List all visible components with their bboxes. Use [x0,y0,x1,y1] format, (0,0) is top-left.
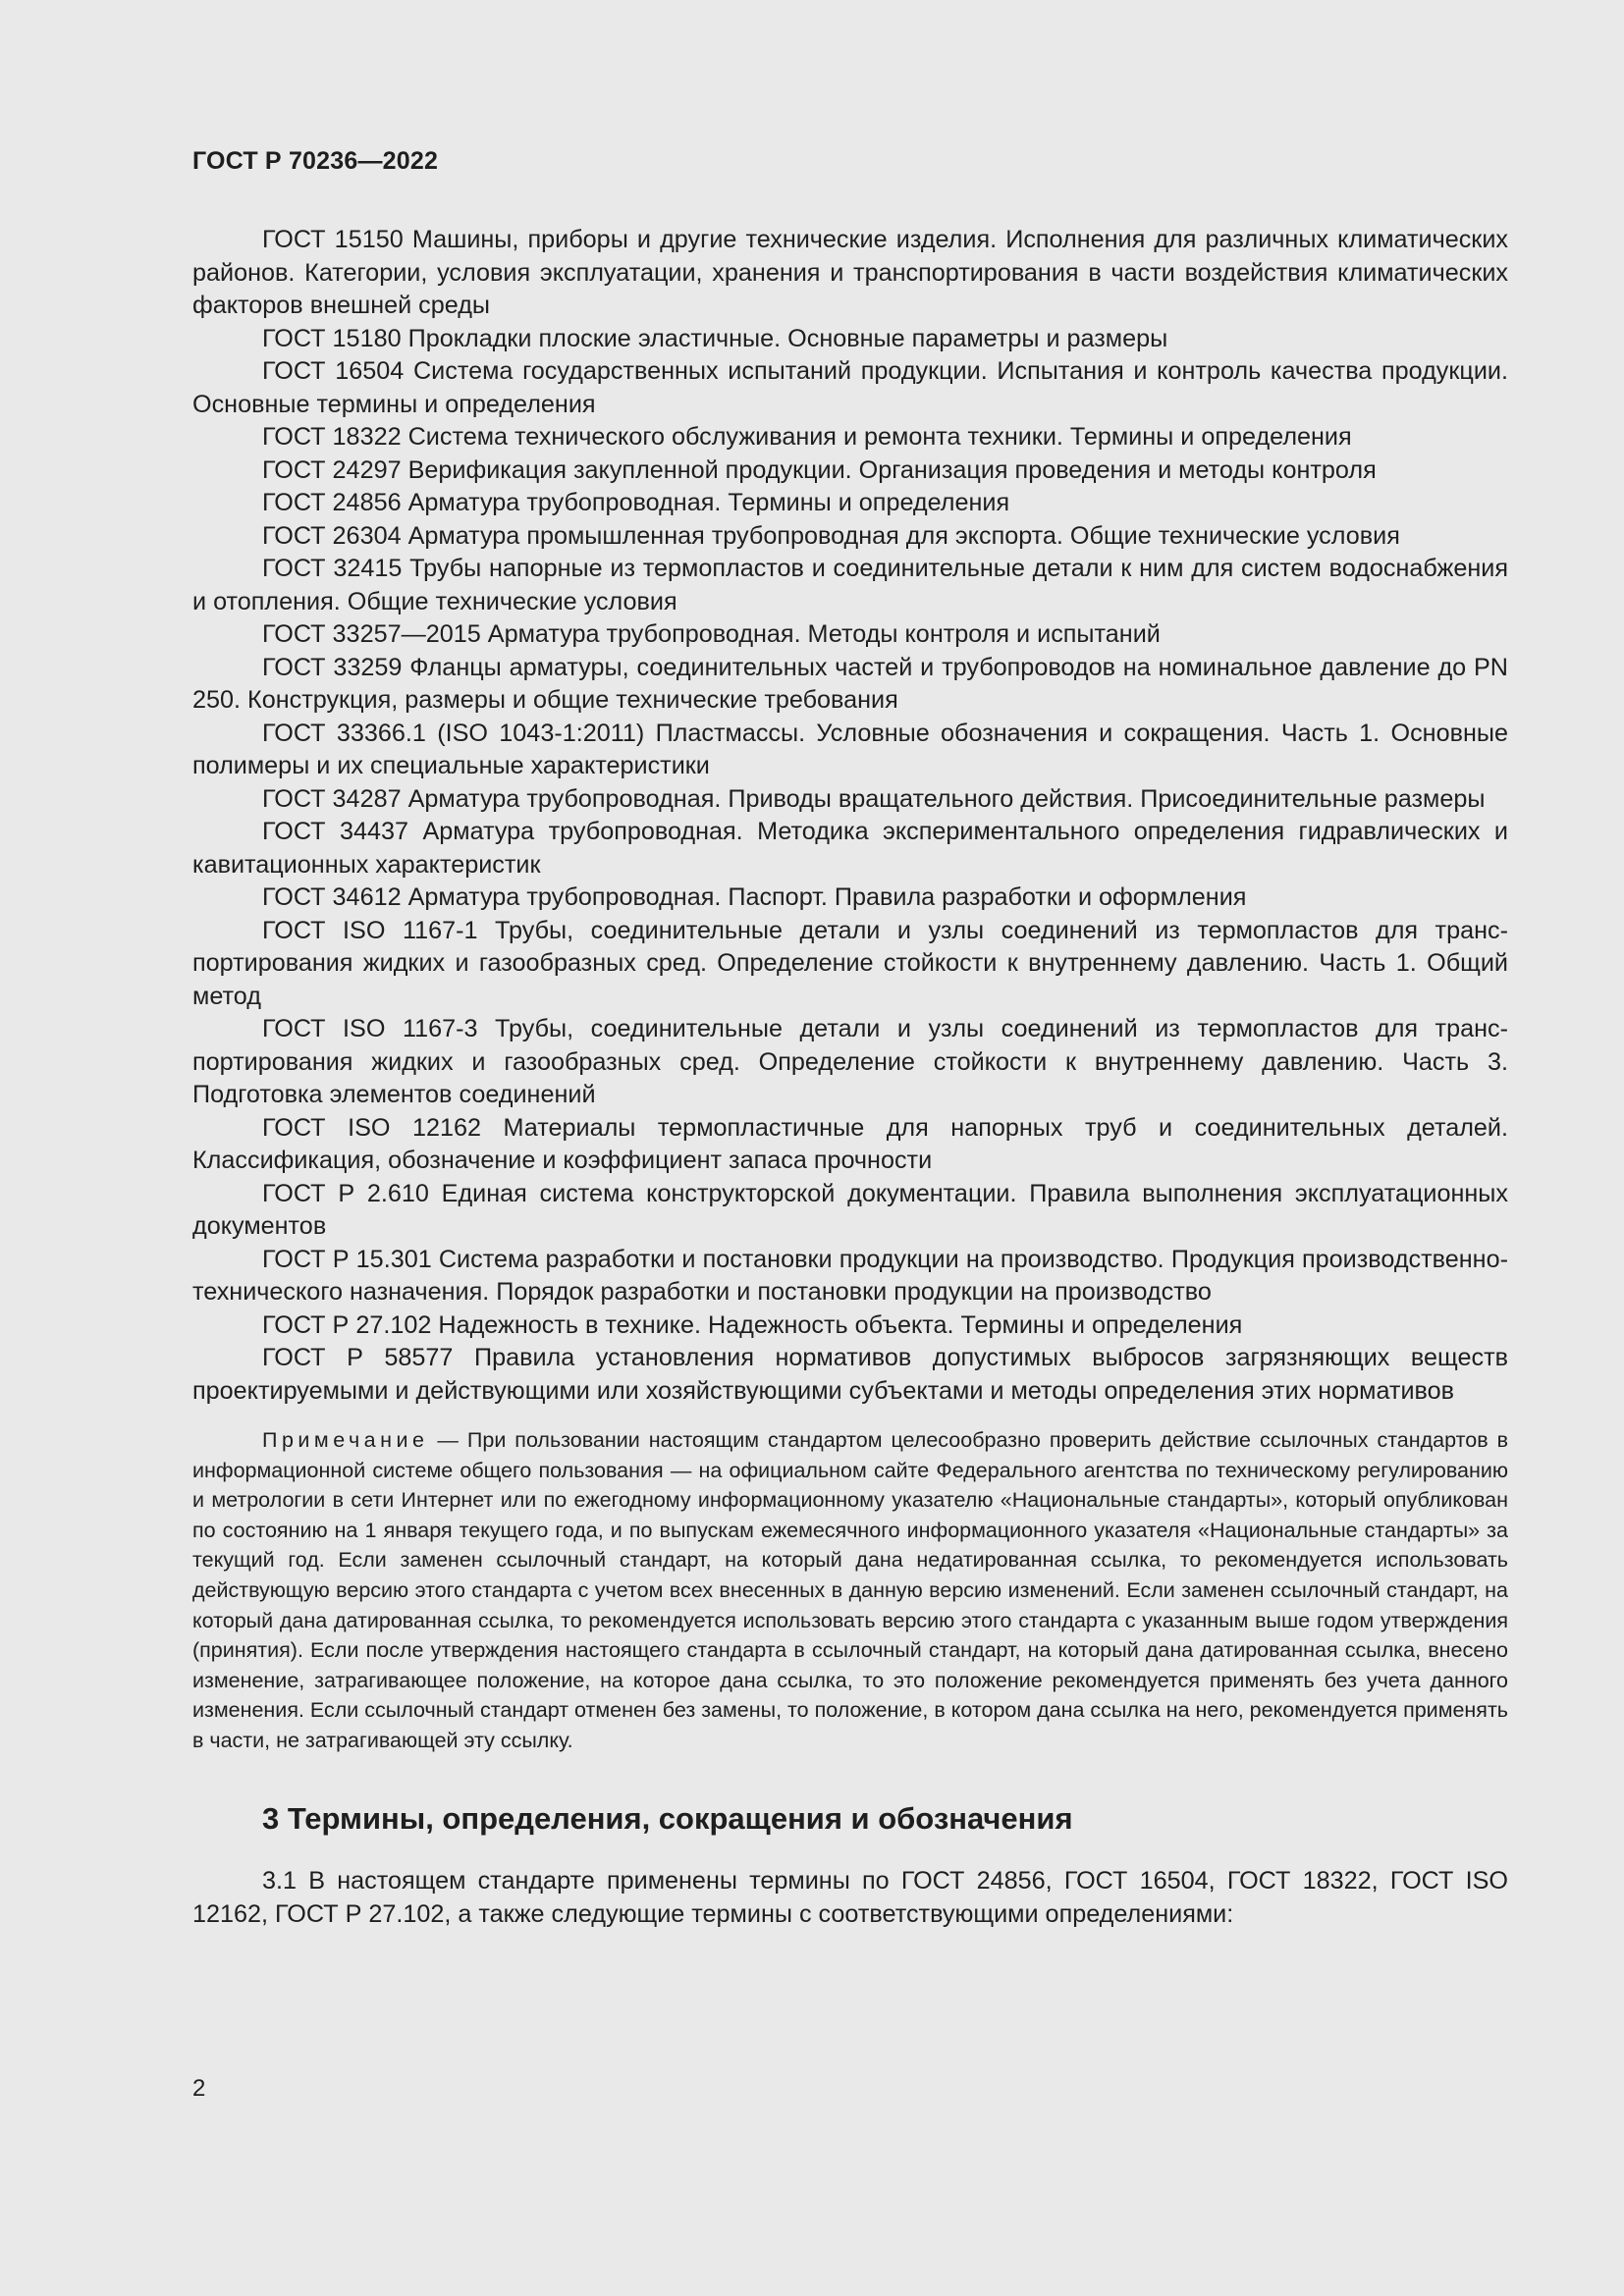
reference-note [192,1425,1508,1756]
reference-entry: ГОСТ Р 27.102 Надежность в технике. Надежность объекта. Термины и определения [262,1310,1243,1339]
reference-entry: ГОСТ ISO 1167-3 Трубы, соединительные детали и узлы соединений из термопластов для транспортирования жидких и газообразных сред. Определение стойкости к внутреннему давлению. Часть 3. Подготовка элементов соединений [192,1015,1508,1108]
reference-entry: ГОСТ 34612 Арматура трубопроводная. Паспорт. Правила разработки и оформления [262,883,1247,911]
document-id-header: ГОСТ Р 70236—2022 [192,147,439,175]
reference-entry: ГОСТ 24297 Верификация закупленной продукции. Организация проведения и методы контроля [262,455,1377,484]
reference-entry: ГОСТ 33366.1 (ISO 1043-1:2011) Пластмассы. Условные обозначения и сокращения. Часть 1. Основные полимеры и их специальные характеристики [192,719,1508,779]
page-content [192,224,1508,1931]
reference-entry: ГОСТ Р 58577 Правила установления нормативов допустимых выбросов загрязняющих веществ проектируемыми и действующими или хозяйствующими субъектами и методы определения этих нормативов [192,1344,1508,1405]
section-heading: 3 Термины, определения, сокращения и обозначения [262,1800,1073,1836]
reference-entry: ГОСТ 32415 Трубы напорные из термопластов и соединительные детали к ним для систем водоснабжения и отопления. Общие технические условия [192,555,1508,615]
reference-entry: ГОСТ 34287 Арматура трубопроводная. Приводы вращательного действия. Присоединительные размеры [262,784,1486,813]
reference-entry: ГОСТ 33257—2015 Арматура трубопроводная. Методы контроля и испытаний [262,620,1161,648]
reference-entry: ГОСТ 15180 Прокладки плоские эластичные. Основные параметры и размеры [262,324,1168,352]
reference-entry: ГОСТ ISO 12162 Материалы термопластичные для напорных труб и соединительных деталей. Классификация, обозначение и коэффициент запаса прочности [192,1113,1508,1174]
reference-entry: ГОСТ 15150 Машины, приборы и другие технические изделия. Исполнения для различных климатических районов. Категории, условия эксплуатации, хранения и транспортирования в части воздействия климатических факторов внешней среды [192,226,1508,319]
section-paragraph: 3.1 В настоящем стандарте применены термины по ГОСТ 24856, ГОСТ 16504, ГОСТ 18322, ГОСТ ISO 12162, ГОСТ Р 27.102, а также следующие термины с соответствующими определениями: [192,1866,1508,1928]
reference-entry: ГОСТ Р 15.301 Система разработки и постановки продукции на производство. Продукция производственно-технического назначения. Порядок разработки и постановки продукции на производство [192,1245,1508,1306]
reference-entry: ГОСТ 16504 Система государственных испытаний продукции. Испытания и контроль качества продукции. Основные термины и определения [192,357,1508,418]
note-dash: — [428,1428,467,1452]
reference-entry: ГОСТ Р 2.610 Единая система конструкторской документации. Правила выполнения эксплуатационных документов [192,1179,1508,1240]
reference-entry: ГОСТ 34437 Арматура трубопроводная. Методика экспериментального определения гидравлических и кавитационных характеристик [192,818,1508,879]
reference-entry: ГОСТ 24856 Арматура трубопроводная. Термины и определения [262,489,1010,516]
reference-entry: ГОСТ 18322 Система технического обслуживания и ремонта техники. Термины и определения [262,423,1352,451]
normative-references-list [192,224,1508,1408]
page-number: 2 [192,2075,206,2102]
reference-entry: ГОСТ 26304 Арматура промышленная трубопроводная для экспорта. Общие технические условия [262,521,1400,550]
note-label: Примечание [262,1428,429,1452]
reference-entry: ГОСТ ISO 1167-1 Трубы, соединительные детали и узлы соединений из термопластов для транспортирования жидких и газообразных сред. Определение стойкости к внутреннему давлению. Часть 1. Общий метод [192,916,1508,1010]
reference-entry: ГОСТ 33259 Фланцы арматуры, соединительных частей и трубопроводов на номинальное давление до PN 250. Конструкция, размеры и общие технические требования [192,653,1508,714]
note-text: При пользовании настоящим стандартом целесообразно проверить действие ссылочных стандартов в информационной системе общего пользования — на официальном сайте Федерального агентства по техническому регулированию и метрологии в сети Интернет или по ежегодному информационному указателю «Национальные стандарты», который опубликован по состоянию на 1 января текущего года, и по выпускам ежемесячного информационного указателя «Национальные стандарты» за текущий год. Если заменен ссылочный стандарт, на который дана недатированная ссылка, то рекомендуется использовать действующую версию этого стандарта с учетом всех внесенных в данную версию изменений. Если заменен ссылочный стандарт, на который дана датированная ссылка, то рекомендуется использовать версию этого стандарта с указанным выше годом утверждения (принятия). Если после утверждения настоящего стандарта в ссылочный стандарт, на который дана датированная ссылка, внесено изменение, затрагивающее положение, на которое дана ссылка, то это положение рекомендуется применять без учета данного изменения. Если ссылочный стандарт отменен без замены, то положение, в котором дана ссылка на него, рекомендуется применять в части, не затрагивающей эту ссылку. [192,1428,1509,1752]
